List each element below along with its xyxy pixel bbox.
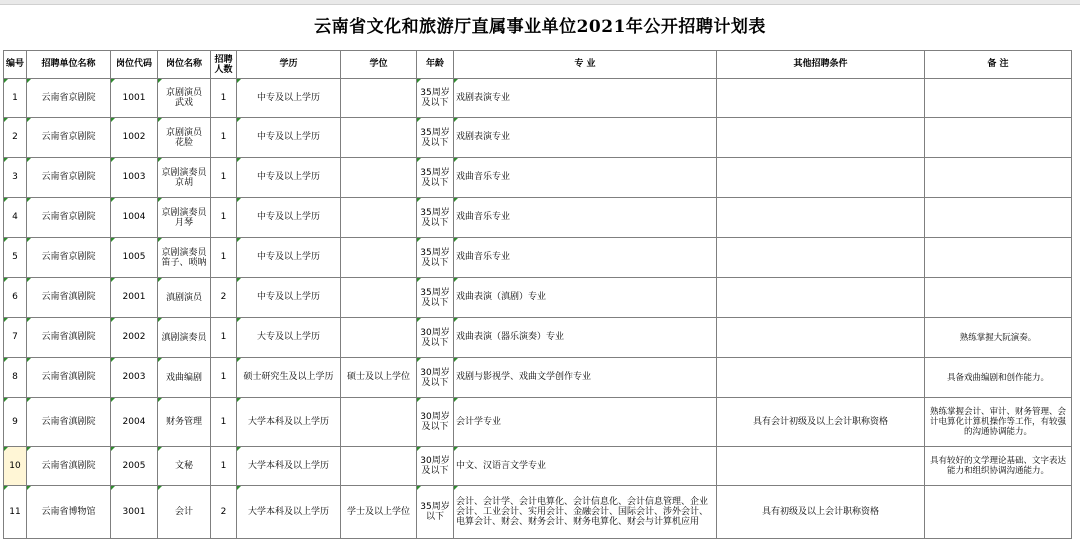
cell-no[interactable]: 2 xyxy=(4,118,27,158)
cell-code[interactable]: 1005 xyxy=(111,238,158,278)
table-row xyxy=(4,358,1072,398)
header-degree[interactable]: 学位 xyxy=(341,51,417,79)
cell-age[interactable]: 35周岁 以下 xyxy=(417,486,454,539)
cell-edu[interactable]: 中专及以上学历 xyxy=(237,238,341,278)
cell-remark[interactable] xyxy=(925,486,1072,539)
cell-remark[interactable]: 具备戏曲编剧和创作能力。 xyxy=(925,358,1072,398)
cell-other[interactable] xyxy=(717,158,925,198)
cell-code[interactable]: 2002 xyxy=(111,318,158,358)
cell-edu[interactable]: 中专及以上学历 xyxy=(237,278,341,318)
table-row xyxy=(4,79,1072,118)
cell-count[interactable]: 1 xyxy=(211,118,237,158)
cell-count[interactable]: 1 xyxy=(211,398,237,447)
cell-edu[interactable]: 中专及以上学历 xyxy=(237,198,341,238)
cell-other[interactable] xyxy=(717,278,925,318)
cell-post[interactable]: 文秘 xyxy=(158,447,211,486)
cell-no[interactable]: 9 xyxy=(4,398,27,447)
cell-age[interactable]: 30周岁 及以下 xyxy=(417,398,454,447)
table-row xyxy=(4,158,1072,198)
header-no[interactable]: 编号 xyxy=(4,51,27,79)
cell-post[interactable]: 滇剧演奏员 xyxy=(158,318,211,358)
cell-code[interactable]: 1003 xyxy=(111,158,158,198)
cell-count[interactable]: 1 xyxy=(211,358,237,398)
cell-degree[interactable] xyxy=(341,118,417,158)
cell-remark[interactable]: 具有较好的文学理论基础、文字表达能力和组织协调沟通能力。 xyxy=(925,447,1072,486)
cell-degree[interactable]: 硕士及以上学位 xyxy=(341,358,417,398)
cell-age[interactable]: 35周岁 及以下 xyxy=(417,278,454,318)
table-row xyxy=(4,238,1072,278)
cell-post[interactable]: 财务管理 xyxy=(158,398,211,447)
cell-count[interactable]: 1 xyxy=(211,158,237,198)
cell-major[interactable]: 戏曲表演（器乐演奏）专业 xyxy=(454,318,717,358)
cell-other[interactable]: 具有初级及以上会计职称资格 xyxy=(717,486,925,539)
cell-no[interactable]: 3 xyxy=(4,158,27,198)
header-major[interactable]: 专 业 xyxy=(454,51,717,79)
cell-remark[interactable] xyxy=(925,118,1072,158)
header-unit[interactable]: 招聘单位名称 xyxy=(27,51,111,79)
cell-post[interactable]: 京剧演奏员 月琴 xyxy=(158,198,211,238)
cell-count[interactable]: 1 xyxy=(211,318,237,358)
cell-degree[interactable] xyxy=(341,447,417,486)
cell-unit[interactable]: 云南省京剧院 xyxy=(27,198,111,238)
cell-unit[interactable]: 云南省京剧院 xyxy=(27,79,111,118)
table-row xyxy=(4,486,1072,539)
cell-other[interactable] xyxy=(717,79,925,118)
header-post[interactable]: 岗位名称 xyxy=(158,51,211,79)
cell-post[interactable]: 京剧演员 武戏 xyxy=(158,79,211,118)
cell-code[interactable]: 2001 xyxy=(111,278,158,318)
cell-post[interactable]: 京剧演奏员 笛子、唢呐 xyxy=(158,238,211,278)
cell-post[interactable]: 滇剧演员 xyxy=(158,278,211,318)
cell-degree[interactable] xyxy=(341,278,417,318)
cell-degree[interactable] xyxy=(341,398,417,447)
cell-major[interactable]: 戏剧表演专业 xyxy=(454,118,717,158)
cell-age[interactable]: 35周岁 及以下 xyxy=(417,118,454,158)
cell-other[interactable] xyxy=(717,198,925,238)
cell-other[interactable] xyxy=(717,358,925,398)
cell-edu[interactable]: 大学本科及以上学历 xyxy=(237,447,341,486)
cell-other[interactable] xyxy=(717,118,925,158)
cell-code[interactable]: 1001 xyxy=(111,79,158,118)
cell-remark[interactable] xyxy=(925,198,1072,238)
cell-edu[interactable]: 中专及以上学历 xyxy=(237,79,341,118)
cell-no[interactable]: 7 xyxy=(4,318,27,358)
cell-degree[interactable]: 学士及以上学位 xyxy=(341,486,417,539)
cell-code[interactable]: 1002 xyxy=(111,118,158,158)
cell-count[interactable]: 2 xyxy=(211,486,237,539)
cell-major[interactable]: 戏曲表演（滇剧）专业 xyxy=(454,278,717,318)
cell-major[interactable]: 戏曲音乐专业 xyxy=(454,158,717,198)
cell-major[interactable]: 会计学专业 xyxy=(454,398,717,447)
header-code[interactable]: 岗位代码 xyxy=(111,51,158,79)
cell-no[interactable]: 10 xyxy=(4,447,27,486)
cell-major[interactable]: 中文、汉语言文学专业 xyxy=(454,447,717,486)
recruitment-table xyxy=(3,50,1072,539)
header-other[interactable]: 其他招聘条件 xyxy=(717,51,925,79)
cell-count[interactable]: 2 xyxy=(211,278,237,318)
table-row xyxy=(4,318,1072,358)
cell-code[interactable]: 2003 xyxy=(111,358,158,398)
cell-age[interactable]: 30周岁 及以下 xyxy=(417,358,454,398)
cell-unit[interactable]: 云南省京剧院 xyxy=(27,118,111,158)
cell-remark[interactable] xyxy=(925,79,1072,118)
table-row xyxy=(4,398,1072,447)
header-age[interactable]: 年龄 xyxy=(417,51,454,79)
cell-other[interactable]: 具有会计初级及以上会计职称资格 xyxy=(717,398,925,447)
cell-remark[interactable] xyxy=(925,278,1072,318)
cell-degree[interactable] xyxy=(341,79,417,118)
cell-major[interactable]: 戏剧表演专业 xyxy=(454,79,717,118)
cell-post[interactable]: 京剧演奏员 京胡 xyxy=(158,158,211,198)
cell-remark[interactable]: 熟练掌握大阮演奏。 xyxy=(925,318,1072,358)
cell-no[interactable]: 4 xyxy=(4,198,27,238)
cell-degree[interactable] xyxy=(341,158,417,198)
cell-age[interactable]: 35周岁 及以下 xyxy=(417,198,454,238)
page-title: 云南省文化和旅游厅直属事业单位2021年公开招聘计划表 xyxy=(314,17,766,37)
cell-remark[interactable] xyxy=(925,158,1072,198)
cell-age[interactable]: 30周岁 及以下 xyxy=(417,318,454,358)
cell-major[interactable]: 戏剧与影视学、戏曲文学创作专业 xyxy=(454,358,717,398)
header-edu[interactable]: 学历 xyxy=(237,51,341,79)
cell-post[interactable]: 会计 xyxy=(158,486,211,539)
cell-count[interactable]: 1 xyxy=(211,447,237,486)
cell-no[interactable]: 1 xyxy=(4,79,27,118)
cell-edu[interactable]: 大专及以上学历 xyxy=(237,318,341,358)
cell-degree[interactable] xyxy=(341,198,417,238)
cell-other[interactable] xyxy=(717,238,925,278)
cell-age[interactable]: 35周岁 及以下 xyxy=(417,79,454,118)
cell-age[interactable]: 35周岁 及以下 xyxy=(417,238,454,278)
cell-age[interactable]: 30周岁 及以下 xyxy=(417,447,454,486)
cell-unit[interactable]: 云南省京剧院 xyxy=(27,238,111,278)
table-row xyxy=(4,198,1072,238)
cell-no[interactable]: 6 xyxy=(4,278,27,318)
cell-unit[interactable]: 云南省滇剧院 xyxy=(27,447,111,486)
cell-degree[interactable] xyxy=(341,238,417,278)
cell-no[interactable]: 11 xyxy=(4,486,27,539)
cell-code[interactable]: 1004 xyxy=(111,198,158,238)
cell-major[interactable]: 戏曲音乐专业 xyxy=(454,198,717,238)
header-count[interactable]: 招聘人数 xyxy=(211,51,237,79)
cell-age[interactable]: 35周岁 及以下 xyxy=(417,158,454,198)
cell-unit[interactable]: 云南省博物馆 xyxy=(27,486,111,539)
cell-count[interactable]: 1 xyxy=(211,198,237,238)
cell-no[interactable]: 5 xyxy=(4,238,27,278)
cell-code[interactable]: 2004 xyxy=(111,398,158,447)
cell-unit[interactable]: 云南省京剧院 xyxy=(27,158,111,198)
cell-no[interactable]: 8 xyxy=(4,358,27,398)
cell-edu[interactable]: 大学本科及以上学历 xyxy=(237,398,341,447)
cell-unit[interactable]: 云南省滇剧院 xyxy=(27,358,111,398)
header-remark[interactable]: 备 注 xyxy=(925,51,1072,79)
table-row xyxy=(4,278,1072,318)
cell-edu[interactable]: 中专及以上学历 xyxy=(237,158,341,198)
cell-code[interactable]: 2005 xyxy=(111,447,158,486)
cell-remark[interactable] xyxy=(925,238,1072,278)
cell-count[interactable]: 1 xyxy=(211,79,237,118)
cell-major[interactable]: 会计、会计学、会计电算化、会计信息化、会计信息管理、企业会计、工业会计、实用会计、金融会计、国际会计、涉外会计、电算会计、财会、财务会计、财务电算化、财会与计算机应用 xyxy=(454,486,717,539)
cell-unit[interactable]: 云南省滇剧院 xyxy=(27,318,111,358)
cell-other[interactable] xyxy=(717,447,925,486)
cell-code[interactable]: 3001 xyxy=(111,486,158,539)
cell-remark[interactable]: 熟练掌握会计、审计、财务管理、会计电算化计算机操作等工作，有较强的沟通协调能力。 xyxy=(925,398,1072,447)
cell-post[interactable]: 戏曲编剧 xyxy=(158,358,211,398)
cell-edu[interactable]: 中专及以上学历 xyxy=(237,118,341,158)
cell-unit[interactable]: 云南省滇剧院 xyxy=(27,278,111,318)
cell-edu[interactable]: 硕士研究生及以上学历 xyxy=(237,358,341,398)
table-row xyxy=(4,447,1072,486)
cell-other[interactable] xyxy=(717,318,925,358)
cell-edu[interactable]: 大学本科及以上学历 xyxy=(237,486,341,539)
cell-post[interactable]: 京剧演员 花脸 xyxy=(158,118,211,158)
header-row xyxy=(4,51,1072,79)
cell-major[interactable]: 戏曲音乐专业 xyxy=(454,238,717,278)
cell-unit[interactable]: 云南省滇剧院 xyxy=(27,398,111,447)
table-row xyxy=(4,118,1072,158)
cell-count[interactable]: 1 xyxy=(211,238,237,278)
cell-degree[interactable] xyxy=(341,318,417,358)
